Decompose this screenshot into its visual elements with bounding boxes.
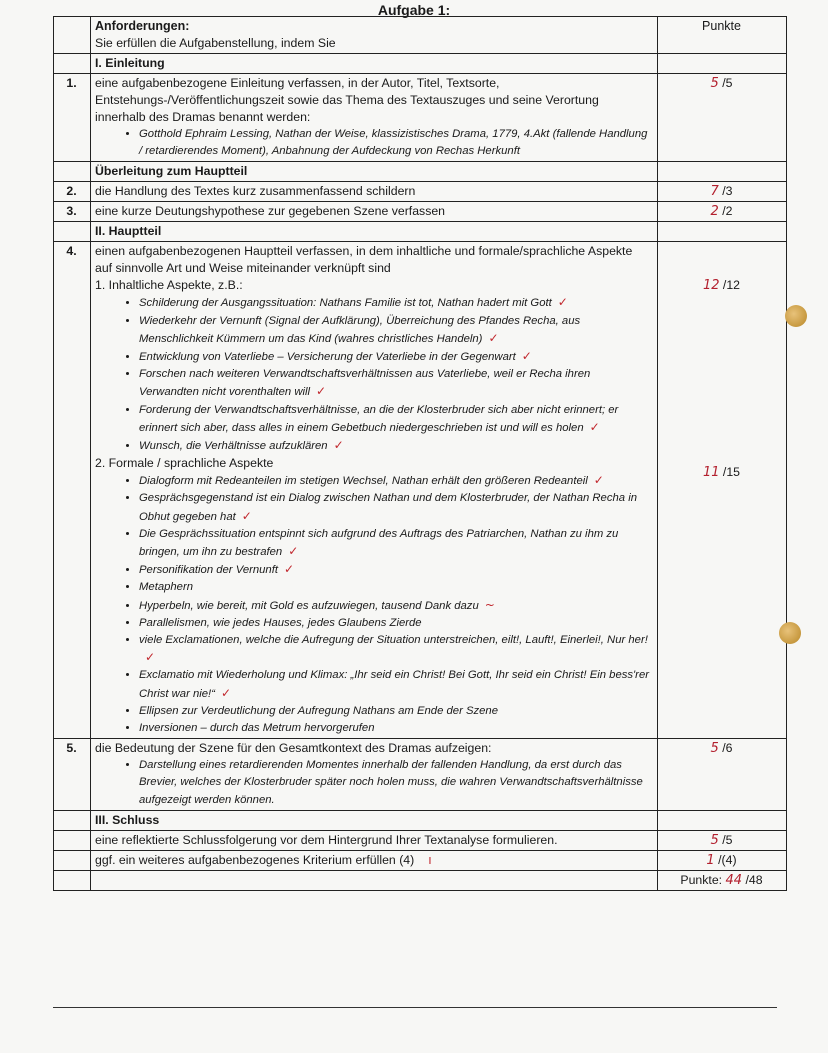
points-cell — [658, 242, 787, 739]
check-mark-icon: ✓ — [241, 508, 252, 523]
section-transition: Überleitung zum Hauptteil — [91, 162, 658, 182]
given-points: 5 — [710, 832, 719, 848]
criterion-text: eine reflektierte Schlussfolgerung vor dem Hintergrund Ihrer Textanalyse formulieren. — [91, 830, 658, 850]
points-cell — [658, 830, 787, 850]
points-cell — [658, 74, 787, 162]
check-mark-icon: ✓ — [288, 544, 299, 559]
given-points: 2 — [710, 204, 719, 220]
punch-hole — [785, 305, 807, 327]
grading-rubric-table — [53, 16, 787, 891]
total-cell — [658, 870, 787, 890]
page-title: Aufgabe 1: — [377, 2, 451, 18]
max-points: /2 — [722, 204, 733, 219]
bullet-item: • Hyperbeln, wie bereit, mit Gold es aufzuwiegen, tausend Dank dazu ~ — [139, 597, 652, 615]
header-title: Anforderungen: — [95, 19, 190, 33]
check-mark-icon: ✓ — [316, 384, 327, 399]
section-main: II. Hauptteil — [91, 222, 658, 242]
criterion-text: ggf. ein weiteres aufgabenbezogenes Kriterium erfüllen (4) — [95, 852, 415, 867]
bullet-item: • Gesprächsgegenstand ist ein Dialog zwischen Nathan und dem Klosterbruder, der Nathan Recha in Obhut gegeben hat ✓ — [139, 490, 652, 525]
bullet-list — [95, 126, 652, 160]
sub-label-form: 2. Formale / sprachliche Aspekte — [95, 456, 274, 471]
criterion-number: 4. — [54, 242, 91, 739]
total-max: /48 — [745, 872, 763, 887]
header-row — [54, 17, 787, 54]
check-mark-icon: ~ — [484, 597, 495, 612]
criterion-text: die Bedeutung der Szene für den Gesamtkontext des Dramas aufzeigen: — [95, 741, 492, 756]
section-row-intro — [54, 54, 787, 74]
check-mark-icon: ✓ — [593, 473, 604, 488]
bullet-item: • Darstellung eines retardierenden Momentes innerhalb der fallenden Handlung, da erst durch das Brevier, welches der Klosterbruder später noch holen muss, die wahren Verwandtschaftsverhältnisse aufgezeigt werden können. — [139, 757, 652, 809]
bullet-item: • Parallelismen, wie jedes Hauses, jedes Glaubens Zierde — [139, 615, 652, 632]
bullet-item: • Die Gesprächssituation entspinnt sich aufgrund des Auftrags des Patriarchen, Nathan zu ihm zu bringen, um ihn zu bestrafen ✓ — [139, 526, 652, 561]
given-points: 1 — [706, 852, 715, 868]
check-mark-icon: ✓ — [220, 685, 232, 700]
bullet-item: • Wunsch, die Verhältnisse aufzuklären ✓ — [139, 437, 652, 455]
bullet-item: • Personifikation der Vernunft ✓ — [139, 561, 652, 579]
total-given: 44 — [725, 872, 743, 888]
criterion-row-7 — [54, 850, 787, 870]
criterion-row-3 — [54, 202, 787, 222]
bullet-list-form — [95, 472, 652, 737]
criterion-text-cell — [91, 850, 658, 870]
punch-hole — [779, 622, 801, 644]
bullet-item: • Gotthold Ephraim Lessing, Nathan der Weise, klassizistisches Drama, 1779, 4.Akt (fallende Handlung / retardierendes Moment), Anbahnung der Aufdeckung von Rechas Herkunft — [139, 126, 652, 160]
max-points: /3 — [722, 184, 733, 199]
given-points: 5 — [710, 741, 719, 757]
bullet-list — [95, 757, 652, 809]
criterion-number: 3. — [54, 202, 91, 222]
section-conclusion: III. Schluss — [91, 810, 658, 830]
given-points: 11 — [702, 465, 720, 481]
points-cell — [658, 182, 787, 202]
criterion-text: einen aufgabenbezogenen Hauptteil verfassen, in dem inhaltliche und formale/sprachliche Aspekte auf sinnvolle Art und Weise miteinander verknüpft sind — [95, 244, 633, 276]
bullet-item: • Wiederkehr der Vernunft (Signal der Aufklärung), Überreichung des Pfandes Recha, aus Menschlichkeit Kümmern um das Kind (wahres christliches Handeln) ✓ — [139, 313, 652, 348]
check-mark-icon: ✓ — [333, 438, 344, 453]
criterion-text: eine kurze Deutungshypothese zur gegebenen Szene verfassen — [91, 202, 658, 222]
max-points: /15 — [722, 465, 741, 480]
max-points: /(4) — [718, 852, 737, 867]
section-row-main — [54, 222, 787, 242]
header-subtitle: Sie erfüllen die Aufgabenstellung, indem Sie — [95, 36, 336, 50]
criterion-number — [54, 850, 91, 870]
criterion-text: die Handlung des Textes kurz zusammenfassend schildern — [91, 182, 658, 202]
bullet-list-content — [95, 294, 652, 455]
check-mark-icon: ✓ — [488, 330, 499, 345]
max-points: /6 — [722, 741, 733, 756]
criterion-number: 1. — [54, 74, 91, 162]
points-cell — [658, 739, 787, 811]
given-points: 7 — [710, 184, 719, 200]
signature-line — [53, 1007, 777, 1008]
criterion-text-cell — [91, 74, 658, 162]
criterion-row-5 — [54, 739, 787, 811]
criterion-row-4 — [54, 242, 787, 739]
bullet-item: • viele Exclamationen, welche die Aufregung der Situation unterstreichen, eilt!, Lauft!, Einerlei!, Nur her!✓ — [139, 632, 652, 667]
bullet-item: • Metaphern — [139, 579, 652, 596]
empty-cell — [54, 17, 91, 54]
criterion-number: 2. — [54, 182, 91, 202]
bullet-item: • Entwicklung von Vaterliebe – Versicherung der Vaterliebe in der Gegenwart ✓ — [139, 348, 652, 366]
check-mark-icon: ✓ — [589, 419, 600, 434]
given-points: 5 — [710, 76, 719, 91]
bullet-item: • Exclamatio mit Wiederholung und Klimax: „Ihr seid ein Christ! Bei Gott, Ihr seid ein Christ! Ein bess'rer Christ war nie!“ ✓ — [139, 667, 652, 702]
bullet-item: • Dialogform mit Redeanteilen im stetigen Wechsel, Nathan erhält den größeren Redeanteil ✓ — [139, 472, 652, 490]
bullet-item: • Inversionen – durch das Metrum hervorgerufen — [139, 720, 652, 737]
check-mark-icon: ✓ — [145, 650, 156, 665]
bullet-item: • Ellipsen zur Verdeutlichung der Aufregung Nathans am Ende der Szene — [139, 703, 652, 720]
section-intro: I. Einleitung — [91, 54, 658, 74]
total-label: Punkte: — [680, 872, 723, 887]
criterion-text-cell — [91, 242, 658, 739]
section-row-conclusion — [54, 810, 787, 830]
points-cell — [658, 850, 787, 870]
max-points: /5 — [722, 76, 733, 90]
sub-label-content: 1. Inhaltliche Aspekte, z.B.: — [95, 278, 243, 293]
points-content — [662, 277, 781, 294]
criterion-number — [54, 830, 91, 850]
header-cell — [91, 17, 658, 54]
points-form — [662, 464, 781, 481]
max-points: /5 — [722, 832, 733, 847]
criterion-number: 5. — [54, 739, 91, 811]
section-row-transition — [54, 162, 787, 182]
check-mark-icon: ✓ — [521, 349, 532, 364]
criterion-text-cell — [91, 739, 658, 811]
criterion-row-1 — [54, 74, 787, 162]
correction-mark: ı — [428, 852, 432, 867]
criterion-row-2 — [54, 182, 787, 202]
max-points: /12 — [722, 278, 741, 293]
total-row — [54, 870, 787, 890]
criterion-row-6 — [54, 830, 787, 850]
check-mark-icon: ✓ — [284, 562, 295, 577]
check-mark-icon: ✓ — [557, 295, 568, 310]
points-header: Punkte — [658, 17, 787, 54]
given-points: 12 — [702, 278, 720, 294]
points-cell — [658, 202, 787, 222]
bullet-item: • Forschen nach weiteren Verwandtschaftsverhältnissen aus Vaterliebe, weil er Recha ihren Verwandten nicht vorenthalten will ✓ — [139, 366, 652, 401]
bullet-item: • Schilderung der Ausgangssituation: Nathans Familie ist tot, Nathan hadert mit Gott ✓ — [139, 294, 652, 312]
criterion-text: eine aufgabenbezogene Einleitung verfassen, in der Autor, Titel, Textsorte, Entstehungs-/Veröffentlichungszeit sowie das Thema des Textauszuges und seine Verortung innerhalb des Dramas benannt werden: — [95, 76, 599, 124]
bullet-item: • Forderung der Verwandtschaftsverhältnisse, an die der Klosterbruder sich aber nicht erinnert; er erinnert sich aber, dass alles in einem Gebetbuch niedergeschrieben ist und will es holen ✓ — [139, 402, 652, 437]
